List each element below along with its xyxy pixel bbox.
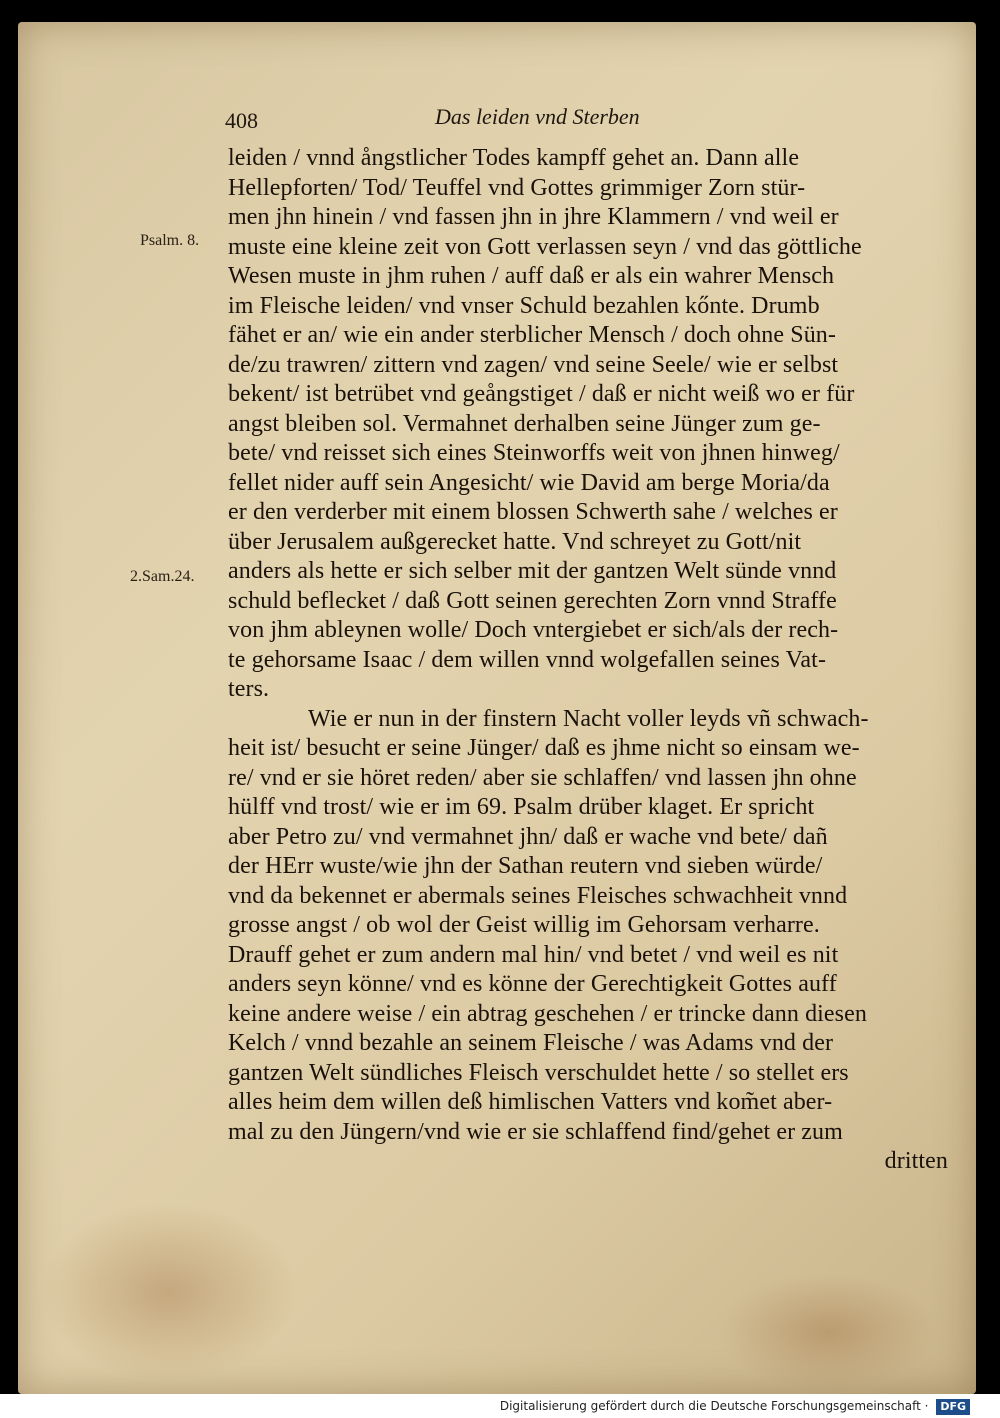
- body-text: [228, 144, 948, 1177]
- text-line: er den verderber mit einem blossen Schwerth sahe / welches er: [228, 499, 838, 525]
- text-line: heit ist/ besucht er seine Jünger/ daß es jhme nicht so einsam we-: [228, 735, 860, 761]
- text-line: men jhn hinein / vnd fassen jhn in jhre Klammern / vnd weil er: [228, 204, 839, 230]
- text-line: im Fleische leiden/ vnd vnser Schuld bezahlen kőnte. Drumb: [228, 292, 820, 319]
- page-number: 408: [225, 108, 258, 133]
- text-line: mal zu den Jüngern/vnd wie er sie schlaffend find/gehet er zum: [228, 1118, 843, 1145]
- text-line: fellet nider auff sein Angesicht/ wie David am berge Moria/da: [228, 469, 830, 496]
- running-title: Das leiden vnd Sterben: [435, 104, 640, 129]
- margin-note-samuel: 2.Sam.24.: [130, 568, 195, 585]
- text-line: gantzen Welt sündliches Fleisch verschuldet hette / so stellet ers: [228, 1059, 849, 1086]
- text-line: über Jerusalem außgerecket hatte. Vnd schreyet zu Gott/nit: [228, 528, 802, 555]
- margin-note-psalm: Psalm. 8.: [140, 232, 200, 249]
- paper-stain: [718, 1272, 938, 1392]
- catchword: dritten: [884, 1148, 948, 1174]
- text-line: aber Petro zu/ vnd vermahnet jhn/ daß er wache vnd bete/ dañ: [228, 823, 828, 850]
- text-line: bete/ vnd reisset sich eines Steinworffs weit von jhnen hinweg/: [228, 440, 840, 466]
- text-line: schuld beflecket / daß Gott seinen gerechten Zorn vnnd Straffe: [228, 587, 837, 614]
- text-line: der HErr wuste/wie jhn der Sathan reutern vnd sieben würde/: [228, 853, 823, 879]
- text-line: Wie er nun in der finstern Nacht voller leyds vñ schwach-: [308, 705, 869, 732]
- text-line: leiden / vnnd ångstlicher Todes kampff gehet an. Dann alle: [228, 145, 800, 171]
- paper-stain: [38, 1202, 298, 1382]
- text-line: bekent/ ist betrübet vnd geångstiget / daß er nicht weiß wo er für: [228, 381, 855, 407]
- text-line: re/ vnd er sie höret reden/ aber sie schlaffen/ vnd lassen jhn ohne: [228, 764, 857, 791]
- text-line: keine andere weise / ein abtrag geschehen / er trincke dann diesen: [228, 1000, 867, 1027]
- text-line: ters.: [228, 676, 270, 702]
- footer-credit: Digitalisierung gefördert durch die Deutsche Forschungsgemeinschaft ·: [499, 1399, 929, 1413]
- text-line: Drauff gehet er zum andern mal hin/ vnd betet / vnd weil es nit: [228, 941, 839, 968]
- text-line: te gehorsame Isaac / dem willen vnnd wolgefallen seines Vat-: [228, 646, 827, 673]
- text-line: fähet er an/ wie ein ander sterblicher Mensch / doch ohne Sün-: [228, 322, 836, 348]
- text-line: Kelch / vnnd bezahle an seinem Fleische / was Adams vnd der: [228, 1030, 834, 1056]
- digitization-footer: [0, 1394, 1000, 1418]
- dfg-logo: DFG: [936, 1399, 970, 1415]
- text-line: Hellepforten/ Tod/ Teuffel vnd Gottes grimmiger Zorn stür-: [228, 174, 806, 201]
- text-line: vnd da bekennet er abermals seines Fleisches schwachheit vnnd: [228, 882, 848, 909]
- page-header: [215, 94, 735, 134]
- text-line: anders als hette er sich selber mit der gantzen Welt sünde vnnd: [228, 558, 837, 584]
- text-line: grosse angst / ob wol der Geist willig im Gehorsam verharre.: [228, 912, 820, 938]
- text-line: angst bleiben sol. Vermahnet derhalben seine Jünger zum ge-: [228, 410, 821, 437]
- text-line: Wesen muste in jhm ruhen / auff daß er als ein wahrer Mensch: [228, 263, 835, 289]
- text-line: muste eine kleine zeit von Gott verlassen seyn / vnd das göttliche: [228, 233, 862, 260]
- text-line: von jhm ableynen wolle/ Doch vntergiebet er sich/als der rech-: [228, 617, 839, 643]
- text-line: alles heim dem willen deß himlischen Vatters vnd kom̃et aber-: [228, 1089, 833, 1115]
- text-line: de/zu trawren/ zittern vnd zagen/ vnd seine Seele/ wie er selbst: [228, 351, 839, 378]
- text-line: hülff vnd trost/ wie er im 69. Psalm drüber klaget. Er spricht: [228, 794, 815, 820]
- text-line: anders seyn könne/ vnd es könne der Gerechtigkeit Gottes auff: [228, 971, 837, 997]
